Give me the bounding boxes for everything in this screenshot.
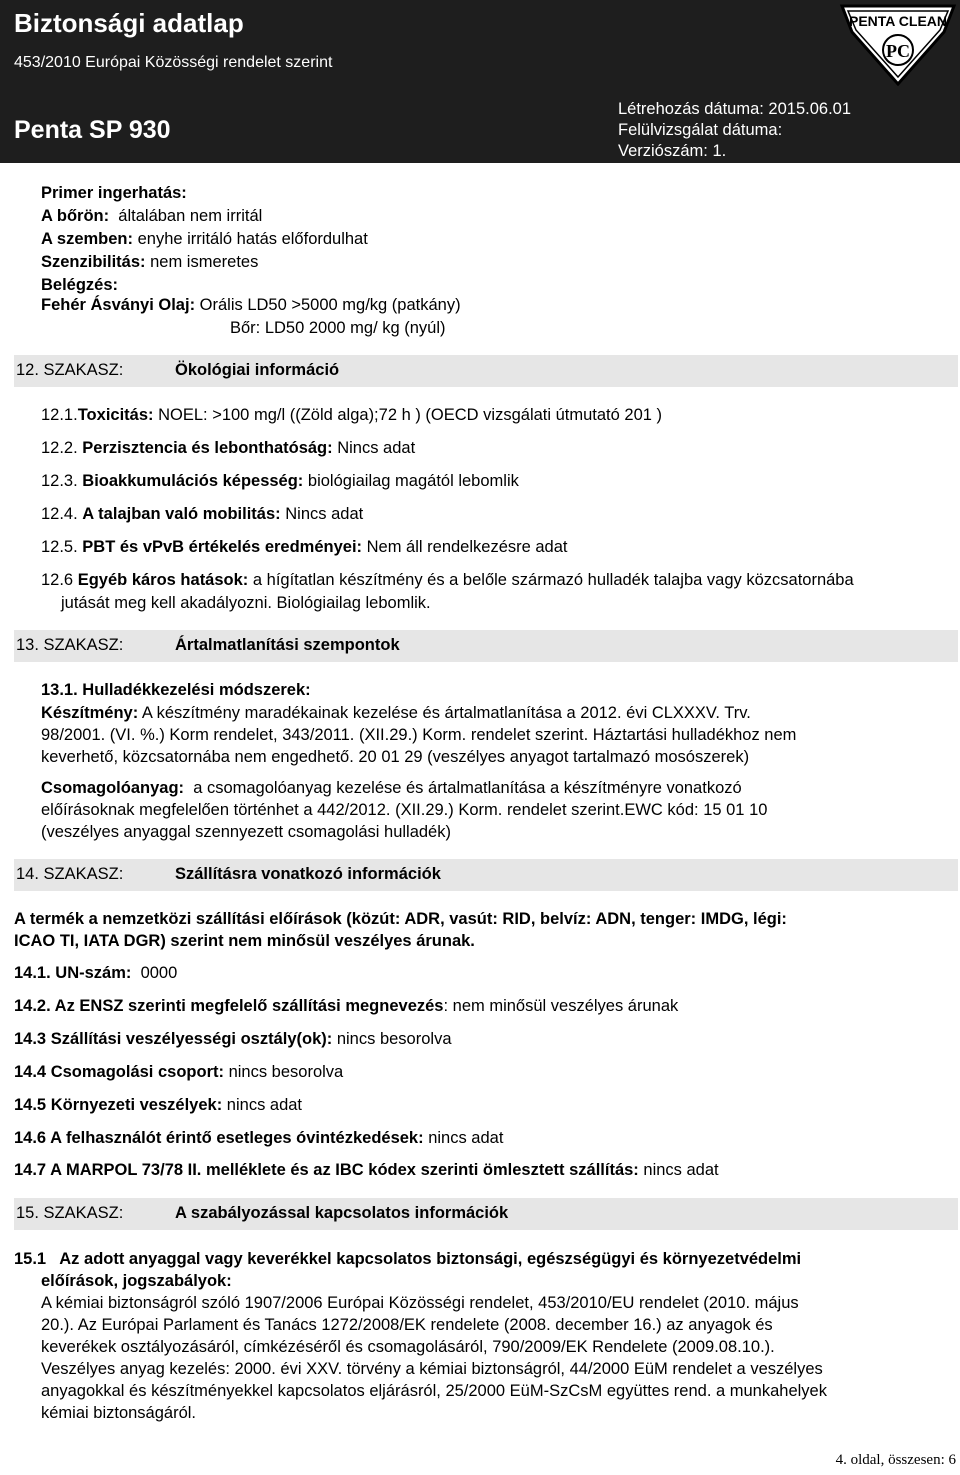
marpol-line: 14.7 A MARPOL 73/78 II. melléklete és az IBC kódex szerinti ömlesztett szállítás: nincs adat [14,1161,719,1179]
pbt-line: 12.5. PBT és vPvB értékelés eredményei: Nem áll rendelkezésre adat [41,538,568,556]
environmental-hazards-line: 14.5 Környezeti veszélyek: nincs adat [14,1096,303,1114]
packing-group-line: 14.4 Csomagolási csoport: nincs besorolva [14,1063,344,1081]
regulation-body-4: Veszélyes anyag kezelés: 2000. évi XXV. törvény a kémiai biztonságról, 44/2000 EüM rendelet a veszélyes [41,1360,823,1378]
revision-date: Felülvizsgálat dátuma: [618,121,783,139]
regulation-subheading-1: 15.1 Az adott anyaggal vagy keverékkel kapcsolatos biztonsági, egészségügyi és környezetvédelmi [14,1250,802,1268]
page-number: 4. oldal, összesen: 6 [835,1452,956,1468]
other-effects-line-2: jutását meg kell akadályozni. Biológiailag lebomlik. [61,594,431,612]
sensitization: Szenzibilitás: nem ismeretes [41,253,259,271]
mineral-oil-skin: Bőr: LD50 2000 mg/ kg (nyúl) [230,319,446,337]
regulation-subtitle: 453/2010 Európai Közösségi rendelet szerint [14,54,333,71]
packaging-line-1: Csomagolóanyag: a csomagolóanyag kezelése és ártalmatlanítása a készítményre vonatkozó [41,779,742,797]
regulation-subheading-2: előírások, jogszabályok: [41,1272,232,1290]
persistence-line: 12.2. Perzisztencia és lebonthatóság: Nincs adat [41,439,416,457]
un-number-line: 14.1. UN-szám: 0000 [14,964,178,982]
mineral-oil-oral: Fehér Ásványi Olaj: Orális LD50 >5000 mg/kg (patkány) [41,296,461,314]
other-effects-line: 12.6 Egyéb káros hatások: a hígítatlan készítmény és a belőle származó hulladék talajba vagy közcsatornába [41,571,854,589]
primer-heading: Primer ingerhatás: [41,184,187,202]
preparation-line-1: Készítmény: A készítmény maradékainak kezelése és ártalmatlanítása a 2012. évi CLXXXV. Trv. [41,704,751,722]
section-15-header: 15. SZAKASZ: A szabályozással kapcsolatos információk [14,1198,958,1230]
version-number: Verziószám: 1. [618,142,727,160]
hazard-class-line: 14.3 Szállítási veszélyességi osztály(ok): nincs besorolva [14,1030,452,1048]
preparation-line-3: keverhető, közcsatornába nem engedhető. 20 01 29 (veszélyes anyagot tartalmazó mosószerek) [41,748,750,766]
toxicity-line: 12.1.Toxicitás: NOEL: >100 mg/l ((Zöld alga);72 h ) (OECD vizsgálati útmutató 201 ) [41,406,663,424]
regulation-body-5: anyagokkal és készítményekkel kapcsolatos eljárásról, 25/2000 EüM-SzCsM együttes rend. a munkahelyek [41,1382,827,1400]
packaging-line-2: előírásoknak megfelelően történhet a 442/2012. (XII.29.) Korm. rendelet szerint.EWC kód: 15 01 10 [41,801,768,819]
regulation-body-6: kémiai biztonságáról. [41,1404,196,1422]
preparation-line-2: 98/2001. (VI. %.) Korm rendelet, 343/2011. (XII.29.) Korm. rendelet szerint. Háztartási hulladékhoz nem [41,726,797,744]
document-title: Biztonsági adatlap [14,8,244,38]
mobility-line: 12.4. A talajban való mobilitás: Nincs adat [41,505,364,523]
waste-methods-heading: 13.1. Hulladékkezelési módszerek: [41,681,311,699]
transport-intro-1: A termék a nemzetközi szállítási előírások (közút: ADR, vasút: RID, belvíz: ADN, tenger: IMDG, légi: [14,910,787,928]
inhalation-heading: Belégzés: [41,276,119,294]
section-12-header: 12. SZAKASZ: Ökológiai információ [14,355,958,387]
section-13-header: 13. SZAKASZ: Ártalmatlanítási szempontok [14,630,958,662]
svg-text:PENTA CLEAN: PENTA CLEAN [849,13,947,29]
product-name: Penta SP 930 [14,116,171,144]
bioaccumulation-line: 12.3. Bioakkumulációs képesség: biológiailag magától lebomlik [41,472,519,490]
user-precautions-line: 14.6 A felhasználót érintő esetleges óvintézkedések: nincs adat [14,1129,504,1147]
regulation-body-1: A kémiai biztonságról szóló 1907/2006 Európai Közösségi rendelet, 453/2010/EU rendelet (2010. május [41,1294,799,1312]
section-14-header: 14. SZAKASZ: Szállításra vonatkozó információk [14,859,958,891]
regulation-body-3: keverékek osztályozásáról, címkézéséről és csomagolásáról, 790/2009/EK Rendelete (2009.08.10.). [41,1338,775,1356]
packaging-line-3: (veszélyes anyaggal szennyezett csomagolási hulladék) [41,823,451,841]
penta-clean-logo [838,2,958,86]
shipping-name-line: 14.2. Az ENSZ szerinti megfelelő szállítási megnevezés: nem minősül veszélyes árunak [14,997,679,1015]
transport-intro-2: ICAO TI, IATA DGR) szerint nem minősül veszélyes árunak. [14,932,475,950]
eye-effect: A szemben: enyhe irritáló hatás előfordulhat [41,230,368,248]
skin-effect: A bőrön: általában nem irritál [41,207,263,225]
svg-text:PC: PC [886,41,910,61]
regulation-body-2: 20.). Az Európai Parlament és Tanács 1272/2008/EK rendelete (2008. december 16.) az anyagok és [41,1316,773,1334]
creation-date: Létrehozás dátuma: 2015.06.01 [618,100,852,118]
